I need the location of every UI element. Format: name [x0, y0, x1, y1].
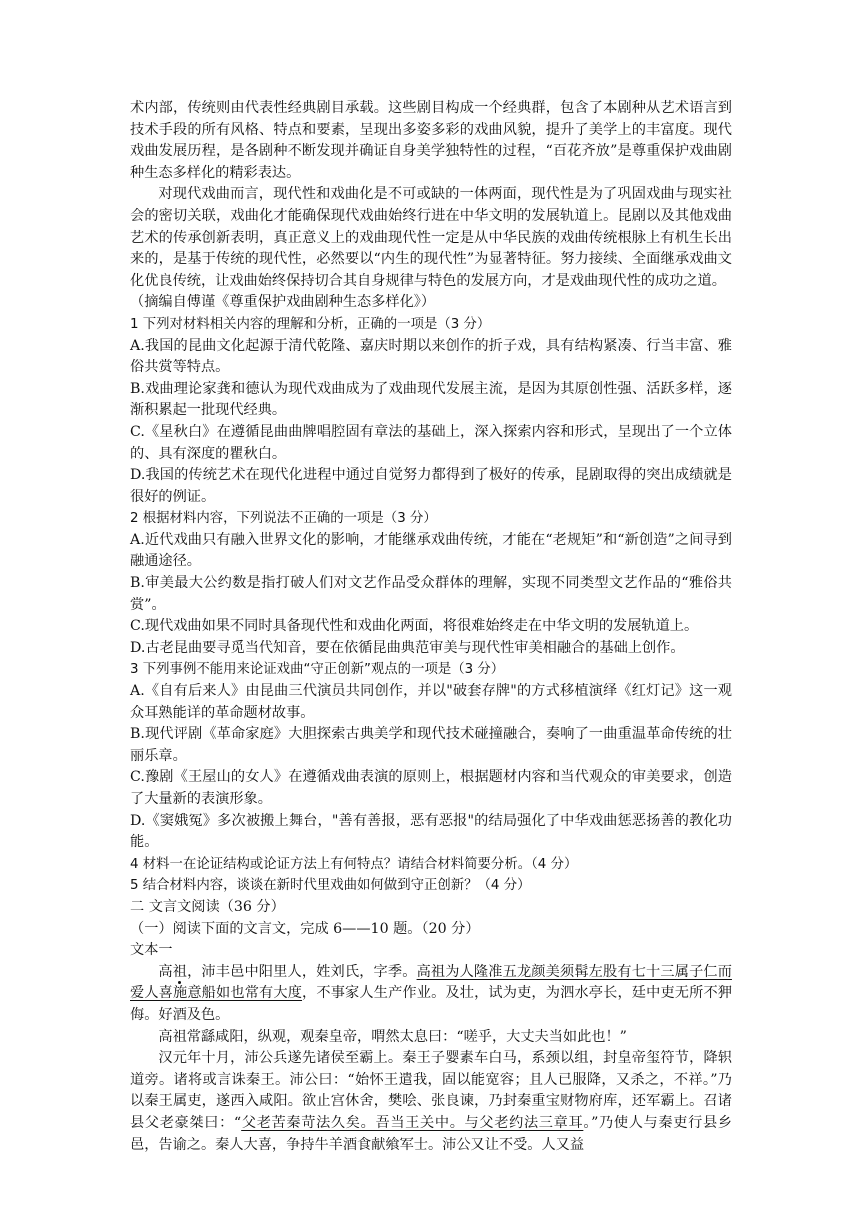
section-2-title: 二 文言文阅读（36 分）	[130, 898, 285, 915]
classical-p1-end: ，不事家人生产作业。及壮，试为吏，为泗水亭长，廷中吏无所不狎侮。好酒及色。	[130, 985, 732, 1023]
question-3-option-c: C.豫剧《王屋山的女人》在遵循戏曲表演的原则上，根据题材内容和当代观众的审美要求，创造了大量新的表演形象。	[130, 769, 732, 807]
classical-p1-mid: ，沛丰邑中阳里人，姓刘氏，字季。	[187, 963, 417, 980]
question-1-option-b: B.戏曲理论家龚和德认为现代戏曲成为了戏曲现代发展主流，是因为其原创性强、活跃多样，逐渐积累起一批现代经典。	[130, 380, 732, 419]
question-4: 4 材料一在论证结构或论证方法上有何特点？请结合材料简要分析。（4 分）	[130, 856, 578, 872]
question-2-option-c: C.现代戏曲如果不同时具备现代性和戏曲化两面，将很难始终走在中华文明的发展轨道上。	[130, 618, 699, 635]
classical-paragraph-3	[130, 1048, 732, 1156]
question-3-stem: 3 下列事例不能用来论证戏曲“守正创新”观点的一项是（3 分）	[130, 662, 505, 678]
question-2-option-a: A.近代戏曲只有融入世界文化的影响，才能继承戏曲传统，才能在“老规矩”和“新创造”之间寻到融通途径。	[130, 531, 732, 570]
material-paragraph-1: 术内部，传统则由代表性经典剧目承载。这些剧目构成一个经典群，包含了本剧种从艺术语言到技术手段的所有风格、特点和要素，呈现出多姿多彩的戏曲风貌，提升了美学上的丰富度。现代戏曲发展历程，是各剧种不断发现并确证自身美学独特性的过程，“百花齐放”是尊重保护戏曲剧种生态多样化的精彩表达。	[130, 100, 732, 181]
underlined-sentence-1: 高祖为人隆准五龙颜美须髯左股有七十三属子仁而爱人喜施意船如也常有大度	[130, 963, 732, 1002]
question-1-stem: 1 下列对材料相关内容的理解和分析，正确的一项是（3 分）	[130, 316, 491, 332]
emphasis-dot-char: 祖	[172, 963, 188, 980]
material-source: （摘编自傅谨《尊重保护戏曲剧种生态多样化》）	[130, 294, 436, 311]
classical-paragraph-2: 高祖常繇咸阳，纵观，观秦皇帝，喟然太息曰：“嗟乎，大丈夫当如此也！”	[158, 1028, 627, 1045]
question-5: 5 结合材料内容，谈谈在新时代里戏曲如何做到守正创新？（4 分）	[130, 878, 531, 894]
classical-p3-start: 汉元年十月，沛公兵遂先诸侯至霸上。秦王子婴素车白马，系颈以组，封皇帝玺符节，降轵道旁。诸将或言诛秦王。沛公曰：“始怀王遣我，固以能宽容；且人已服降，又杀之，不祥。”乃以秦王属吏，遂西入咸阳。欲止宫休舍，樊哙、张良谏，乃封秦重宝财物府库，还军霸上。召诸县父老豪桀曰：“	[130, 1050, 732, 1131]
question-3-option-b: B.现代评剧《革命家庭》大胆探索古典美学和现代技术碰撞融合，奏响了一曲重温革命传统的壮丽乐章。	[130, 726, 732, 764]
question-1-option-a: A.我国的昆曲文化起源于清代乾隆、嘉庆时期以来创作的折子戏，具有结构紧凑、行当丰富、雅俗共赏等特点。	[130, 337, 732, 376]
question-1-option-c: C.《星秋白》在遵循昆曲曲牌唱腔固有章法的基础上，深入探索内容和形式，呈现出了一个立体的、具有深度的瞿秋白。	[130, 423, 732, 462]
question-3-option-a: A.《自有后来人》由昆曲三代演员共同创作，并以"破套存牌"的方式移植演绎《红灯记》这一观众耳熟能详的革命题材故事。	[130, 683, 732, 721]
underlined-sentence-2: 父老苦秦苛法久矣。吾当王关中。与父老约法三章耳	[241, 1114, 584, 1131]
question-1-option-d: D.我国的传统艺术在现代化进程中通过自觉努力都得到了极好的传承，昆剧取得的突出成绩就是很好的例证。	[130, 467, 732, 505]
section-2-subtitle: （一）阅读下面的文言文，完成 6——10 题。（20 分）	[130, 920, 480, 937]
material-paragraph-2: 对现代戏曲而言，现代性和戏曲化是不可或缺的一体两面，现代性是为了巩固戏曲与现实社会的密切关联，戏曲化才能确保现代戏曲始终行进在中华文明的发展轨道上。昆剧以及其他戏曲艺术的传承创新表明，真正意义上的戏曲现代性一定是从中华民族的戏曲传统根脉上有机生长出来的，是基于传统的现代性，必然要以“内生的现代性”为显著特征。努力接续、全面继承戏曲文化优良传统，让戏曲始终保持切合其自身规律与特色的发展方向，才是戏曲现代性的成功之道。	[130, 186, 732, 289]
text-one-label: 文本一	[130, 942, 173, 959]
question-2-stem: 2 根据材料内容，下列说法不正确的一项是（3 分）	[130, 511, 437, 527]
question-2-option-d: D.古老昆曲要寻觅当代知音，要在依循昆曲典范审美与现代性审美相融合的基础上创作。	[130, 639, 685, 656]
question-3-option-d: D.《窦娥冤》多次被搬上舞台，"善有善报，恶有恶报"的结局强化了中华戏曲惩恶扬善的教化功能。	[130, 812, 732, 851]
classical-paragraph-1	[130, 962, 732, 1027]
classical-p3-end: 。”乃使人与秦吏行县乡邑，告谕之。秦人大喜，争持牛羊酒食献飨军士。沛公又让不受。人又益	[130, 1114, 732, 1153]
question-2-option-b: B.审美最大公约数是指打破人们对文艺作品受众群体的理解，实现不同类型文艺作品的“雅俗共赏”。	[130, 575, 732, 613]
classical-p1-start: 高	[158, 963, 173, 980]
